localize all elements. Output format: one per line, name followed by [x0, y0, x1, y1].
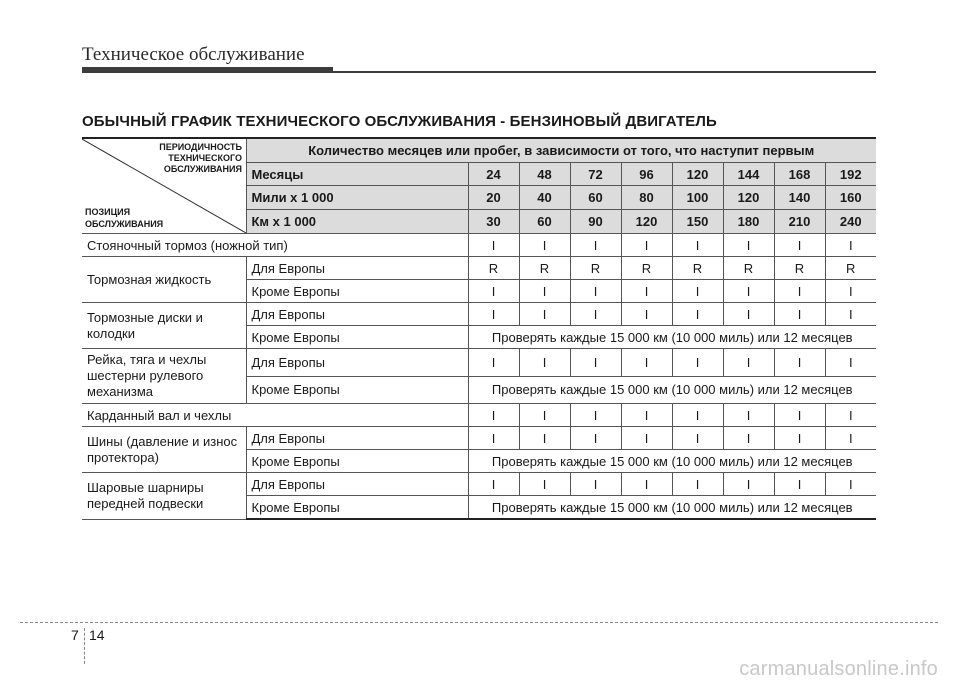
interval-cell: I — [519, 303, 570, 326]
table-header-caption-row — [82, 138, 876, 162]
maintenance-schedule-table — [82, 137, 876, 520]
km-cell: 210 — [774, 210, 825, 234]
sub-label: Кроме Европы — [246, 280, 468, 303]
month-cell: 96 — [621, 162, 672, 186]
interval-cell: I — [723, 280, 774, 303]
interval-cell: R — [723, 257, 774, 280]
sub-label: Для Европы — [246, 473, 468, 496]
interval-cell: I — [621, 427, 672, 450]
interval-cell: I — [519, 280, 570, 303]
interval-cell: I — [672, 427, 723, 450]
interval-cell: I — [672, 303, 723, 326]
interval-cell: I — [774, 473, 825, 496]
km-cell: 120 — [621, 210, 672, 234]
table-row — [82, 349, 876, 377]
table-row — [82, 234, 876, 257]
miles-cell: 160 — [825, 186, 876, 210]
interval-cell: R — [519, 257, 570, 280]
sub-label: Для Европы — [246, 427, 468, 450]
header-rule-thin — [333, 71, 876, 73]
interval-cell: I — [672, 404, 723, 427]
interval-cell: I — [723, 404, 774, 427]
sub-label: Кроме Европы — [246, 326, 468, 349]
row-label-steering: Рейка, тяга и чехлы шестерни рулевого механизма — [82, 349, 246, 404]
interval-cell: I — [570, 234, 621, 257]
interval-cell: I — [570, 349, 621, 377]
interval-note: Проверять каждые 15 000 км (10 000 миль) или 12 месяцев — [468, 376, 876, 404]
interval-cell: I — [825, 280, 876, 303]
interval-cell: I — [468, 280, 519, 303]
interval-cell: I — [672, 349, 723, 377]
interval-cell: I — [825, 427, 876, 450]
month-cell: 144 — [723, 162, 774, 186]
interval-cell: I — [519, 473, 570, 496]
km-cell: 30 — [468, 210, 519, 234]
interval-cell: R — [672, 257, 723, 280]
km-cell: 150 — [672, 210, 723, 234]
interval-cell: I — [468, 303, 519, 326]
table-row — [82, 427, 876, 450]
miles-cell: 120 — [723, 186, 774, 210]
header-caption: Количество месяцев или пробег, в зависимости от того, что наступит первым — [246, 138, 876, 162]
interval-cell: I — [774, 404, 825, 427]
interval-cell: I — [825, 349, 876, 377]
miles-cell: 60 — [570, 186, 621, 210]
interval-cell: I — [621, 234, 672, 257]
page-number: 14 — [89, 627, 105, 643]
interval-cell: I — [519, 427, 570, 450]
interval-cell: I — [468, 234, 519, 257]
month-cell: 120 — [672, 162, 723, 186]
interval-cell: I — [468, 349, 519, 377]
interval-cell: I — [672, 234, 723, 257]
miles-cell: 20 — [468, 186, 519, 210]
interval-cell: I — [570, 473, 621, 496]
interval-cell: R — [570, 257, 621, 280]
interval-cell: I — [519, 234, 570, 257]
page-header-title: Техническое обслуживание — [82, 44, 305, 65]
interval-note: Проверять каждые 15 000 км (10 000 миль) или 12 месяцев — [468, 326, 876, 349]
sub-label: Кроме Европы — [246, 496, 468, 520]
row-label-driveshaft: Карданный вал и чехлы — [82, 404, 468, 427]
row-label-brake-discs: Тормозные диски и колодки — [82, 303, 246, 349]
km-cell: 240 — [825, 210, 876, 234]
table-row — [82, 473, 876, 496]
interval-cell: I — [621, 473, 672, 496]
interval-cell: I — [723, 427, 774, 450]
interval-cell: I — [621, 303, 672, 326]
table-row — [82, 303, 876, 326]
month-cell: 72 — [570, 162, 621, 186]
interval-cell: I — [723, 349, 774, 377]
miles-cell: 40 — [519, 186, 570, 210]
km-cell: 180 — [723, 210, 774, 234]
table-row — [82, 257, 876, 280]
interval-cell: I — [570, 303, 621, 326]
sub-label: Для Европы — [246, 257, 468, 280]
interval-cell: I — [570, 427, 621, 450]
interval-cell: I — [621, 280, 672, 303]
interval-cell: I — [672, 473, 723, 496]
month-cell: 24 — [468, 162, 519, 186]
interval-cell: I — [723, 473, 774, 496]
interval-cell: R — [621, 257, 672, 280]
interval-cell: I — [774, 234, 825, 257]
miles-cell: 80 — [621, 186, 672, 210]
interval-cell: I — [723, 303, 774, 326]
interval-cell: I — [468, 473, 519, 496]
sub-label: Для Европы — [246, 349, 468, 377]
row-label-parking-brake: Стояночный тормоз (ножной тип) — [82, 234, 468, 257]
header-rule-thick — [82, 67, 333, 73]
interval-cell: I — [672, 280, 723, 303]
sub-label: Кроме Европы — [246, 376, 468, 404]
interval-cell: I — [570, 280, 621, 303]
miles-cell: 140 — [774, 186, 825, 210]
month-cell: 48 — [519, 162, 570, 186]
interval-cell: I — [774, 349, 825, 377]
km-cell: 90 — [570, 210, 621, 234]
interval-cell: R — [774, 257, 825, 280]
interval-cell: I — [468, 404, 519, 427]
interval-cell: I — [825, 303, 876, 326]
interval-cell: I — [621, 404, 672, 427]
interval-cell: I — [468, 427, 519, 450]
corner-label-item: ПОЗИЦИЯ ОБСЛУЖИВАНИЯ — [85, 207, 164, 229]
interval-note: Проверять каждые 15 000 км (10 000 миль) или 12 месяцев — [468, 496, 876, 520]
interval-cell: R — [825, 257, 876, 280]
month-cell: 168 — [774, 162, 825, 186]
watermark: carmanualsonline.info — [739, 658, 938, 680]
row-label-tires: Шины (давление и износ протектора) — [82, 427, 246, 473]
row-label-brake-fluid: Тормозная жидкость — [82, 257, 246, 303]
interval-cell: I — [825, 473, 876, 496]
interval-cell: I — [774, 427, 825, 450]
interval-cell: I — [723, 234, 774, 257]
sub-label: Кроме Европы — [246, 450, 468, 473]
page-chapter-number: 7 — [71, 627, 79, 643]
footer-dashed-rule — [20, 622, 938, 623]
interval-cell: I — [519, 404, 570, 427]
interval-cell: I — [774, 280, 825, 303]
interval-cell: I — [570, 404, 621, 427]
footer-dashed-divider — [84, 628, 85, 664]
months-label: Месяцы — [246, 162, 468, 186]
table-row — [82, 404, 876, 427]
interval-cell: I — [825, 404, 876, 427]
row-label-ball-joints: Шаровые шарниры передней подвески — [82, 473, 246, 520]
interval-cell: I — [774, 303, 825, 326]
miles-cell: 100 — [672, 186, 723, 210]
interval-note: Проверять каждые 15 000 км (10 000 миль) или 12 месяцев — [468, 450, 876, 473]
km-cell: 60 — [519, 210, 570, 234]
month-cell: 192 — [825, 162, 876, 186]
sub-label: Для Европы — [246, 303, 468, 326]
interval-cell: I — [621, 349, 672, 377]
table-corner-cell — [82, 138, 246, 234]
section-title: ОБЫЧНЫЙ ГРАФИК ТЕХНИЧЕСКОГО ОБСЛУЖИВАНИЯ - БЕНЗИНОВЫЙ ДВИГАТЕЛЬ — [82, 113, 717, 130]
interval-cell: I — [825, 234, 876, 257]
interval-cell: R — [468, 257, 519, 280]
interval-cell: I — [519, 349, 570, 377]
miles-label: Мили x 1 000 — [246, 186, 468, 210]
corner-label-interval: ПЕРИОДИЧНОСТЬ ТЕХНИЧЕСКОГО ОБСЛУЖИВАНИЯ — [159, 142, 242, 174]
km-label: Км x 1 000 — [246, 210, 468, 234]
